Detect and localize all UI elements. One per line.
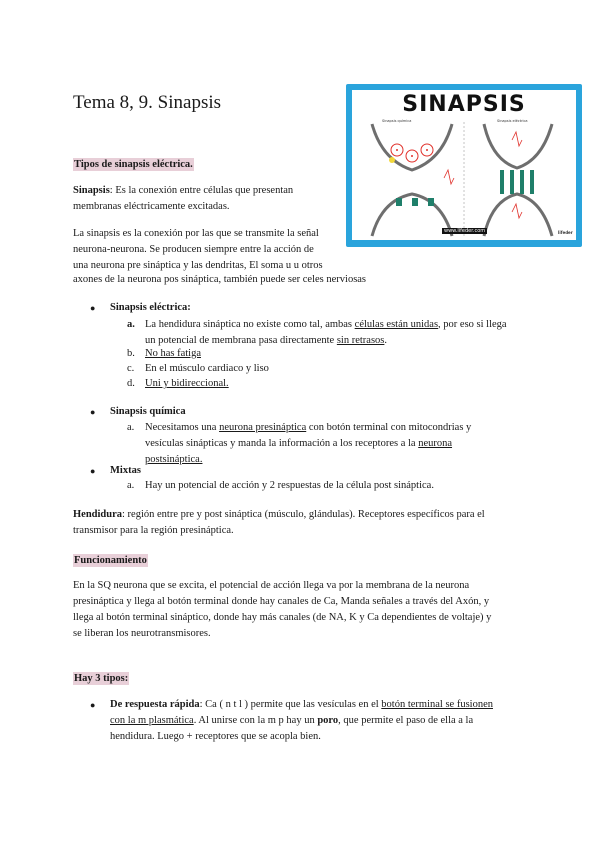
bullet-icon: ● <box>90 303 96 313</box>
text-span: . <box>384 335 388 346</box>
electrica-item-a <box>145 317 530 349</box>
underlined-text: postsináptica. <box>145 454 203 465</box>
funcionamiento-line3: llega al botón terminal sináptico, donde hay más canales (de NA, K y Ca dependientes de voltaje) y <box>73 612 492 623</box>
underlined-text: neurona presináptica <box>219 422 307 433</box>
underlined-text: botón terminal se fusionen <box>381 699 493 710</box>
definition-text: : Es la conexión entre células que presentan <box>109 185 294 196</box>
electrica-item-d: Uni y bidireccional. <box>145 378 229 389</box>
list-marker: d. <box>127 378 135 389</box>
list-marker: b. <box>127 348 135 359</box>
funcionamiento-line1: En la SQ neurona que se excita, el potencial de acción llega va por la membrana de la neurona <box>73 580 470 591</box>
intro-line3: una neurona pre sináptica y las dendritas, El soma u u otros <box>73 260 323 271</box>
figure-logo: lifeder <box>558 230 573 235</box>
electrica-item-b: No has fatiga <box>145 348 201 359</box>
electrica-item-c: En el músculo cardiaco y liso <box>145 363 269 374</box>
underlined-text: sin retrasos <box>336 335 385 346</box>
page-title: Tema 8, 9. Sinapsis <box>73 92 222 113</box>
section-heading-funcionamiento: Funcionamiento <box>74 555 147 566</box>
bullet-icon: ● <box>90 466 96 476</box>
tipos-item-title: De respuesta rápida <box>110 699 200 710</box>
hendidura-line2: transmisor para la región presináptica. <box>73 525 234 536</box>
synapse-figure <box>346 84 582 247</box>
quimica-item-a <box>145 420 527 468</box>
intro-line4: axones de la neurona pos sináptica, también puede ser celes nerviosas <box>73 274 367 285</box>
underlined-text: con la m plasmática <box>110 715 194 726</box>
bullet-icon: ● <box>90 407 96 417</box>
text-span: un potencial de membrana pasa directamente <box>145 335 337 346</box>
quimica-title: Sinapsis química <box>110 406 186 417</box>
tipos-line3: hendidura. Luego + receptores que se acopla bien. <box>110 731 321 742</box>
figure-title: SINAPSIS <box>402 92 526 117</box>
text-span: Necesitamos una <box>145 422 220 433</box>
funcionamiento-line4: se liberan los neurotransmisores. <box>73 628 211 639</box>
hendidura-paragraph <box>73 507 528 539</box>
text-span: , que permite el paso de ella a la <box>338 715 474 726</box>
list-marker: a. <box>127 480 135 491</box>
figure-left-label: Sinapsis química <box>382 119 412 123</box>
intro-paragraph <box>73 226 335 274</box>
section-heading-tipos: Tipos de sinapsis eléctrica. <box>74 159 193 170</box>
mixtas-item-a: Hay un potencial de acción y 2 respuestas de la célula post sináptica. <box>145 480 434 491</box>
underlined-text: células están unidas <box>354 319 439 330</box>
text-span: vesículas sinápticas y manda la información a los receptores a la <box>145 438 419 449</box>
text-span: : Ca ( n t l ) permite que las vesículas en el <box>199 699 382 710</box>
definition-paragraph <box>73 183 335 215</box>
funcionamiento-line2: presináptica y llega al botón terminal donde hay canales de Ca, Manda señales a través del Axón, y <box>73 596 490 607</box>
figure-url: www.lifeder.com <box>444 228 486 234</box>
mixtas-title: Mixtas <box>110 465 141 476</box>
funcionamiento-paragraph <box>73 578 528 642</box>
text-span: con botón terminal con mitocondrias y <box>306 422 472 433</box>
electrica-title: Sinapsis eléctrica: <box>110 302 191 313</box>
bold-text: poro <box>317 715 339 726</box>
list-marker: a. <box>127 319 135 330</box>
figure-right-label: Sinapsis eléctrica <box>497 119 528 123</box>
definition-term: Sinapsis <box>73 185 110 196</box>
intro-line2: neurona-neurona. Se producen siempre entre la acción de <box>73 244 314 255</box>
bullet-icon: ● <box>90 700 96 710</box>
text-span: La hendidura sináptica no existe como tal, ambas <box>145 319 355 330</box>
definition-line2: membranas eléctricamente excitadas. <box>73 201 230 212</box>
text-span: : región entre pre y post sináptica (músculo, glándulas). Receptores específicos para el <box>122 509 485 520</box>
text-span: . Al unirse con la m p hay un <box>193 715 318 726</box>
list-marker: c. <box>127 363 135 374</box>
list-marker: a. <box>127 422 135 433</box>
section-heading-tipos-3: Hay 3 tipos: <box>74 673 129 684</box>
hendidura-term: Hendidura <box>73 509 123 520</box>
tipos-item-rapida <box>110 697 528 745</box>
text-span: , por eso si llega <box>438 319 507 330</box>
underlined-text: neurona <box>418 438 453 449</box>
synapse-illustration <box>352 90 576 240</box>
intro-line1: La sinapsis es la conexión por las que se transmite la señal <box>73 228 319 239</box>
